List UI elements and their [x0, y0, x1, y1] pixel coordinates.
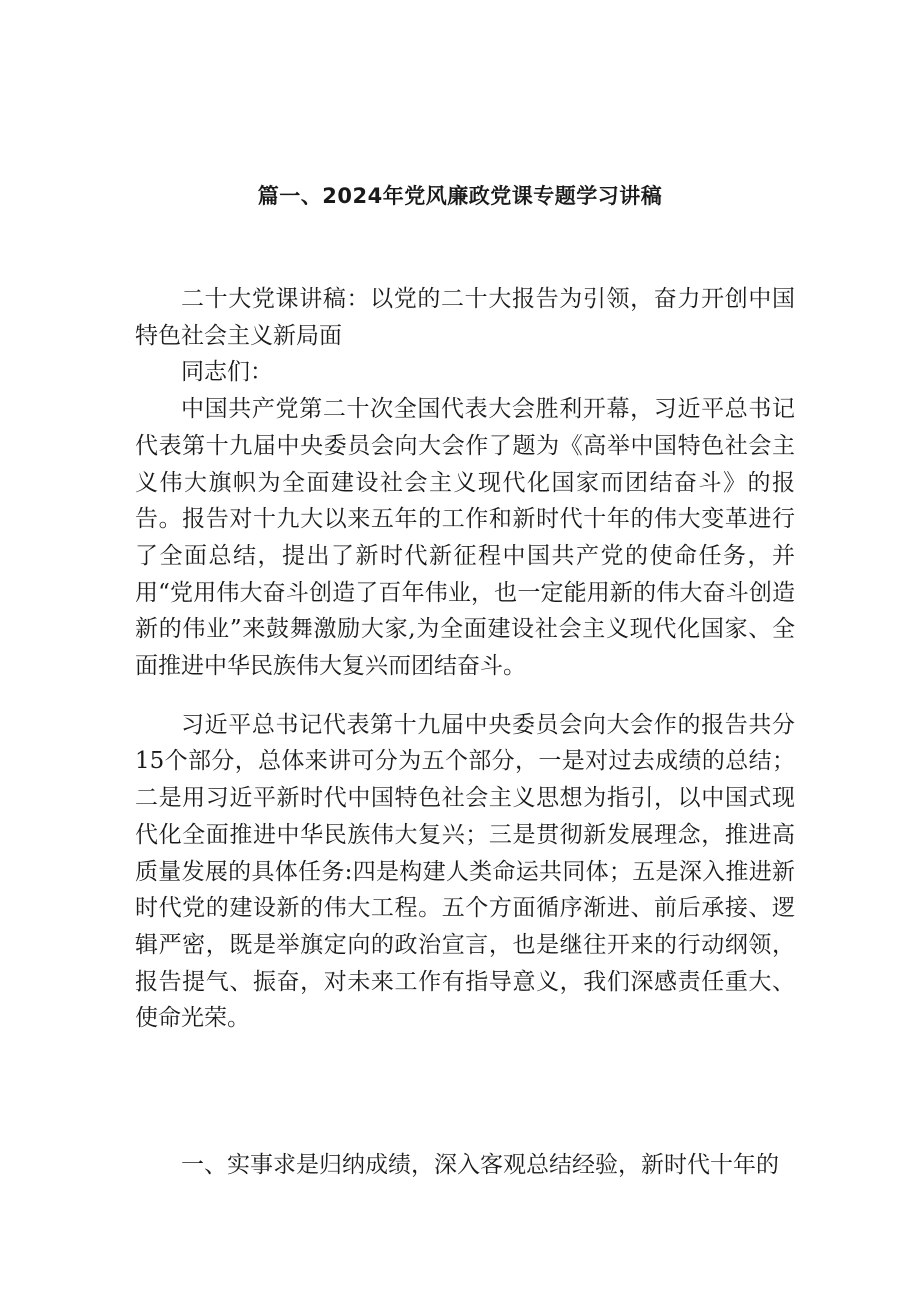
- document-body: [135, 281, 795, 1037]
- salutation: 同志们：: [181, 359, 273, 386]
- section-heading: 一、实事求是归纳成绩，深入客观总结经验，新时代十年的: [181, 1152, 779, 1178]
- subtitle-paragraph: 二十大党课讲稿：以党的二十大报告为引领，奋力开创中国特色社会主义新局面: [135, 286, 795, 349]
- document-title: 篇一、2024年党风廉政党课专题学习讲稿: [257, 184, 663, 208]
- paragraph-2: 习近平总书记代表第十九届中央委员会向大会作的报告共分15个部分，总体来讲可分为五个部分，一是对过去成绩的总结；二是用习近平新时代中国特色社会主义思想为指引，以中国式现代化全面推进中华民族伟大复兴；三是贯彻新发展理念，推进高质量发展的具体任务:四是构建人类命运共同体；五是深入推进新时代党的建设新的伟大工程。五个方面循序渐进、前后承接、逻辑严密，既是举旗定向的政治宣言，也是继往开来的行动纲领，报告提气、振奋，对未来工作有指导意义，我们深感责任重大、使命光荣。: [135, 711, 795, 1032]
- paragraph-1: 中国共产党第二十次全国代表大会胜利开幕，习近平总书记代表第十九届中央委员会向大会作了题为《高举中国特色社会主义伟大旗帜为全面建设社会主义现代化国家而团结奋斗》的报告。报告对十九大以来五年的工作和新时代十年的伟大变革进行了全面总结，提出了新时代新征程中国共产党的使命任务，并用“党用伟大奋斗创造了百年伟业，也一定能用新的伟大奋斗创造新的伟业”来鼓舞激励大家,为全面建设社会主义现代化国家、全面推进中华民族伟大复兴而团结奋斗。: [135, 396, 795, 680]
